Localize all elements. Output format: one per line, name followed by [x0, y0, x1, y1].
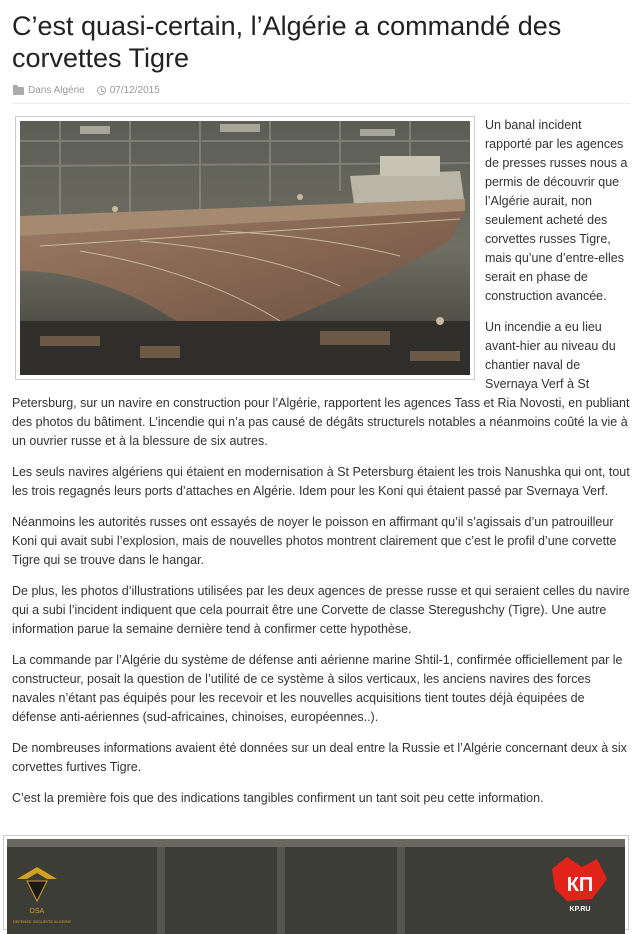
dsa-logo-subtext: DEFENSE SECURITE ALGERIE	[12, 919, 72, 924]
ship-construction-photo	[15, 116, 475, 380]
kp-logo-subtext: KP.RU	[569, 906, 591, 913]
category-link[interactable]: Dans Algérie	[28, 85, 85, 96]
folder-icon	[13, 87, 24, 95]
article-meta	[13, 85, 160, 96]
paragraph-7: De nombreuses informations avaient été données sur un deal entre la Russie et l’Algérie concernant deux à six corvettes furtives Tigre.	[12, 741, 627, 774]
dsa-logo-text: DSA	[29, 908, 45, 915]
second-ship-photo	[3, 835, 629, 930]
hangar-photo-image	[7, 839, 625, 934]
paragraph-8: C’est la première fois que des indications tangibles confirment un tant soit peu cette information.	[12, 791, 544, 805]
clock-icon	[97, 86, 106, 95]
article-body	[12, 116, 630, 820]
paragraph-5: De plus, les photos d’illustrations utilisées par les deux agences de presse russe et qui seraient celles du navire qui a subi l’incident indiquent que cela pourrait être une Corvette de classe Steregushchy (Tigre). Une autre information parue la semaine dernière tend à confirmer cette hypothèse.	[12, 584, 630, 636]
ship-hangar-image	[20, 121, 470, 375]
paragraph-1: Un banal incident rapporté par les agences de presses russes nous a permis de découvrir que l’Algérie aurait, non seulement acheté des corvettes russes Tigre, mais qu’une d’entre-elles serait en phase de construction avancée.	[485, 118, 628, 303]
paragraph-2: Un incendie a eu lieu avant-hier au niveau du chantier naval de Svernaya Verf à St Petersburg, sur un navire en construction pour l’Algérie, rapportent les agences Tass et Ria Novosti, en publiant des photos du bâtiment. L’incendie qui n’a pas causé de dégâts structurels notables a néanmoins coûté la vie à un ouvrier russe et à la blessure de six autres.	[12, 320, 630, 448]
paragraph-4: Néanmoins les autorités russes ont essayés de noyer le poisson en affirmant qu’il s’agissais d’un patrouilleur Koni qui avait subi l’explosion, mais de nouvelles photos montrent clairement que c’est le profil d’une corvette Tigre qui se trouve dans le hangar.	[12, 515, 617, 567]
header-divider	[12, 103, 630, 104]
kp-logo-text: КП	[566, 874, 594, 896]
article-title: C’est quasi-certain, l’Algérie a commandé des corvettes Tigre	[12, 11, 562, 73]
paragraph-3: Les seuls navires algériens qui étaient en modernisation à St Petersburg étaient les trois Nanushka qui ont, tout les trois regagnés leurs ports d’attaches en Algérie. Idem pour les Koni qui étaient passé par Svernaya Verf.	[12, 465, 630, 498]
paragraph-6: La commande par l’Algérie du système de défense anti aérienne marine Shtil-1, confirmée officiellement par le constructeur, posait la question de l’utilité de ce système à silos verticaux, les anciens navires des forces navales n’étant pas équipés pour les recevoir et les nouvelles acquisitions tient toutes déjà équipées de défense anti-aériennes (sud-africaines, chinoises, européennes..).	[12, 653, 623, 724]
article-date: 07/12/2015	[109, 85, 160, 96]
